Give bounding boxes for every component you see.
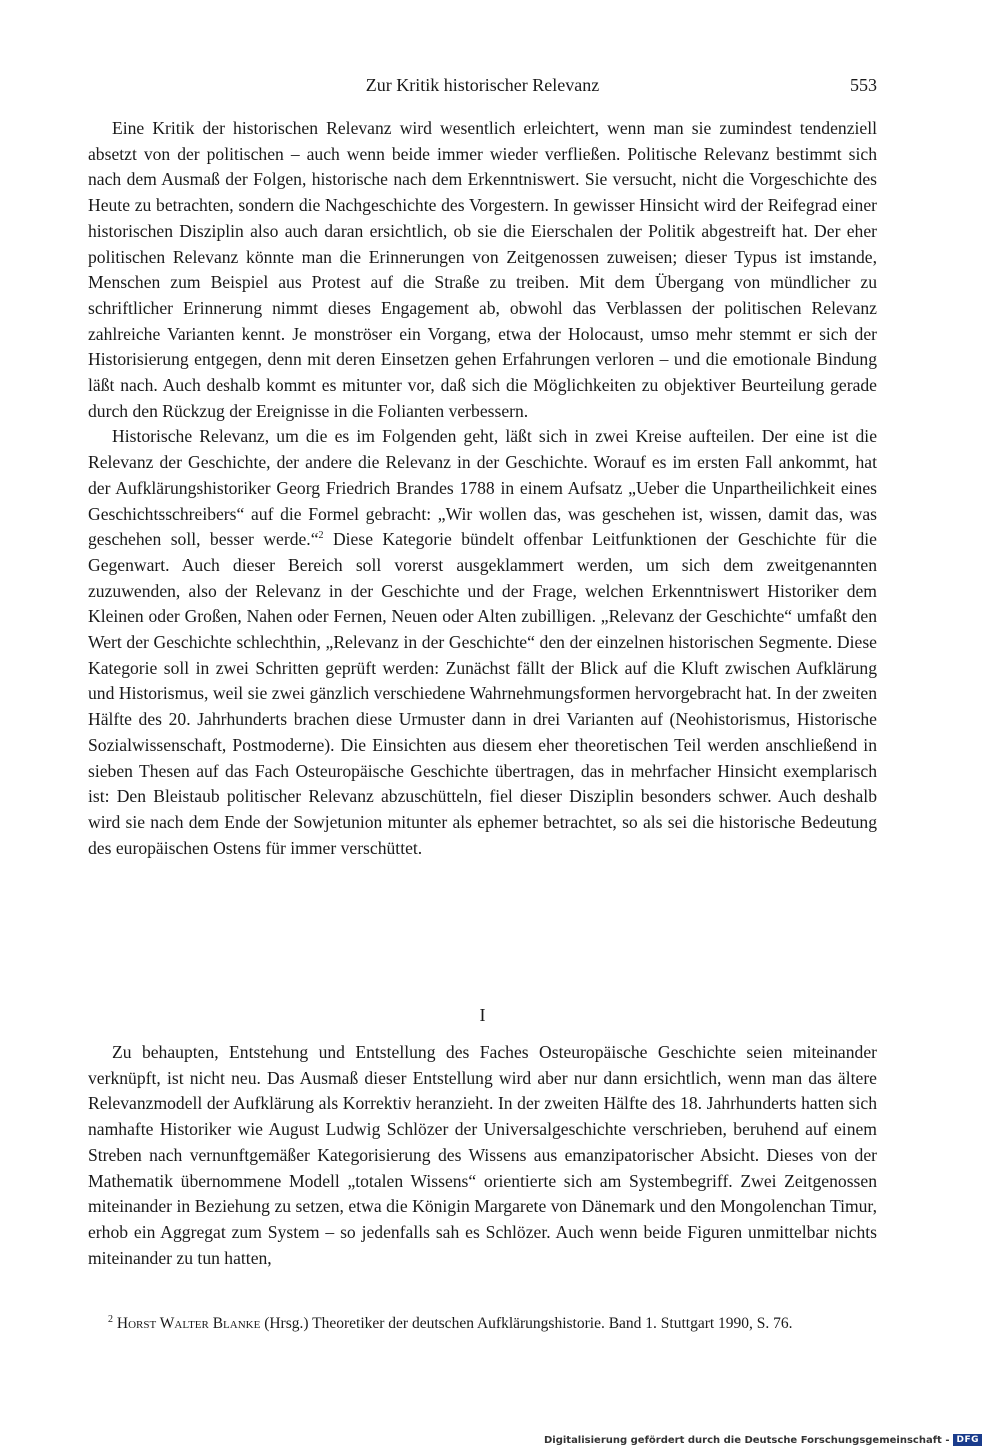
running-header [88,72,877,98]
footnote-reference[interactable]: 2 [318,530,324,542]
digitization-notice [544,1432,982,1448]
paragraph-2-text-b: Diese Kategorie bündelt offenbar Leitfunktionen der Geschichte für die Gegenwart. Auch dieser Bereich soll vorerst ausgeklammert werden, um sich dem zweitgenannten zuzuwenden, also der Relevanz in der Geschichte und der Frage, welchen Erkenntniswert Historiker dem Kleinen oder Großen, Nahen oder Fernen, Neuen oder Alten zubilligen. „Relevanz der Geschichte“ umfaßt den Wert der Geschichte schlechthin, „Relevanz in der Geschichte“ den der einzelnen historischen Segmente. Diese Kategorie soll in zwei Schritten geprüft werden: Zunächst fällt der Blick auf die Kluft zwischen Aufklärung und Historismus, weil sie zwei gänzlich verschiedene Wahrnehmungsformen hervorgebracht hat. In der zweiten Hälfte des 20. Jahrhunderts brachen diese Urmuster dann in drei Varianten auf (Neohistorismus, Historische Sozialwissenschaft, Postmoderne). Die Einsichten aus diesem eher theoretischen Teil werden anschließend in sieben Thesen auf das Fach Osteuropäische Geschichte übertragen, das in mehrfacher Hinsicht exemplarisch ist: Den Bleistaub politischer Relevanz abzuschütteln, fiel dieser Disziplin besonders schwer. Auch deshalb wird sie nach dem Ende der Sowjetunion mitunter als ephemer betrachtet, so als sei die historische Bedeutung des europäischen Ostens für immer verschüttet. [88,529,877,858]
section-body-text [88,1040,877,1271]
dfg-logo-icon: DFG [953,1434,982,1446]
paragraph-3: Zu behaupten, Entstehung und Entstellung des Faches Osteuropäische Geschichte seien miteinander verknüpft, ist nicht neu. Das Ausmaß dieser Entstellung wird aber nur dann ersichtlich, wenn man das ältere Relevanzmodell der Aufklärung als Korrektiv heranzieht. In der zweiten Hälfte des 18. Jahrhunderts hatten sich namhafte Historiker wie August Ludwig Schlözer der Universalgeschichte verschrieben, beruhend auf einem Streben nach vernunftgemäßer Kategorisierung des Wissens aus emanzipatorischer Absicht. Dieses von der Mathematik übernommene Modell „totalen Wissens“ orientierte sich am Systembegriff. Zwei Zeitgenossen miteinander in Beziehung zu setzen, etwa die Königin Margarete von Dänemark und den Mongolenchan Timur, erhob ein Aggregat zum System – so jedenfalls sah es Schlözer. Auch wenn beide Figuren unmittelbar nichts miteinander zu tun hatten, [88,1042,877,1268]
footnote-mark: 2 [108,1313,113,1325]
paragraph-2-text-a: Historische Relevanz, um die es im Folgenden geht, läßt sich in zwei Kreise aufteilen. Der eine ist die Relevanz der Geschichte, der andere die Relevanz in der Geschichte. Worauf es im ersten Fall ankommt, hat der Aufklärungshistoriker Georg Friedrich Brandes 1788 in einem Aufsatz „Ueber die Unpartheilichkeit eines Geschichtsschreibers“ auf die Formel gebracht: „Wir wollen das, was geschehen ist, wissen, damit das, was geschehen soll, besser werde.“ [88,426,877,550]
footnote-2 [88,1313,877,1335]
section-heading: I [479,1005,486,1025]
page-number: 553 [850,75,877,95]
footnote-text: (Hrsg.) Theoretiker der deutschen Aufklärungshistorie. Band 1. Stuttgart 1990, S. 76. [260,1315,793,1332]
footnote [88,1313,877,1335]
body-text [88,116,877,861]
paragraph-1: Eine Kritik der historischen Relevanz wird wesentlich erleichtert, wenn man sie zumindest tendenziell absetzt von der politischen – auch wenn beide immer wieder verfließen. Politische Relevanz bestimmt sich nach dem Ausmaß der Folgen, historische nach dem Erkenntniswert. Sie versucht, nicht die Vorgeschichte des Heute zu betrachten, sondern die Nachgeschichte des Vorgestern. In gewisser Hinsicht wird der Reifegrad einer historischen Disziplin also auch daran ersichtlich, ob sie die Eierschalen der Politik abgestreift hat. Der eher politischen Relevanz könnte man die Erinnerungen von Zeitgenossen zuweisen; dieser Typus ist imstande, Menschen zum Beispiel aus Protest auf die Straße zu treiben. Mit dem Übergang von mündlicher zu schriftlicher Erinnerung nimmt dieses Engagement ab, obwohl das Verblassen der politischen Relevanz zahlreiche Varianten kennt. Je monströser ein Vorgang, etwa der Holocaust, umso mehr stemmt er sich der Historisierung entgegen, denn mit deren Einsetzen gehen Erfahrungen verloren – und die emotionale Bindung läßt nach. Auch deshalb kommt es mitunter vor, daß sich die Möglichkeiten zu objektiver Beurteilung gerade durch den Rückzug der Ereignisse in die Folianten verbessern. [88,118,877,421]
paragraph-2 [88,424,877,861]
footnote-author: Horst Walter Blanke [116,1315,261,1332]
digitization-text: Digitalisierung gefördert durch die Deutsche Forschungsgemeinschaft - [543,1434,950,1446]
running-title: Zur Kritik historischer Relevanz [365,75,600,95]
